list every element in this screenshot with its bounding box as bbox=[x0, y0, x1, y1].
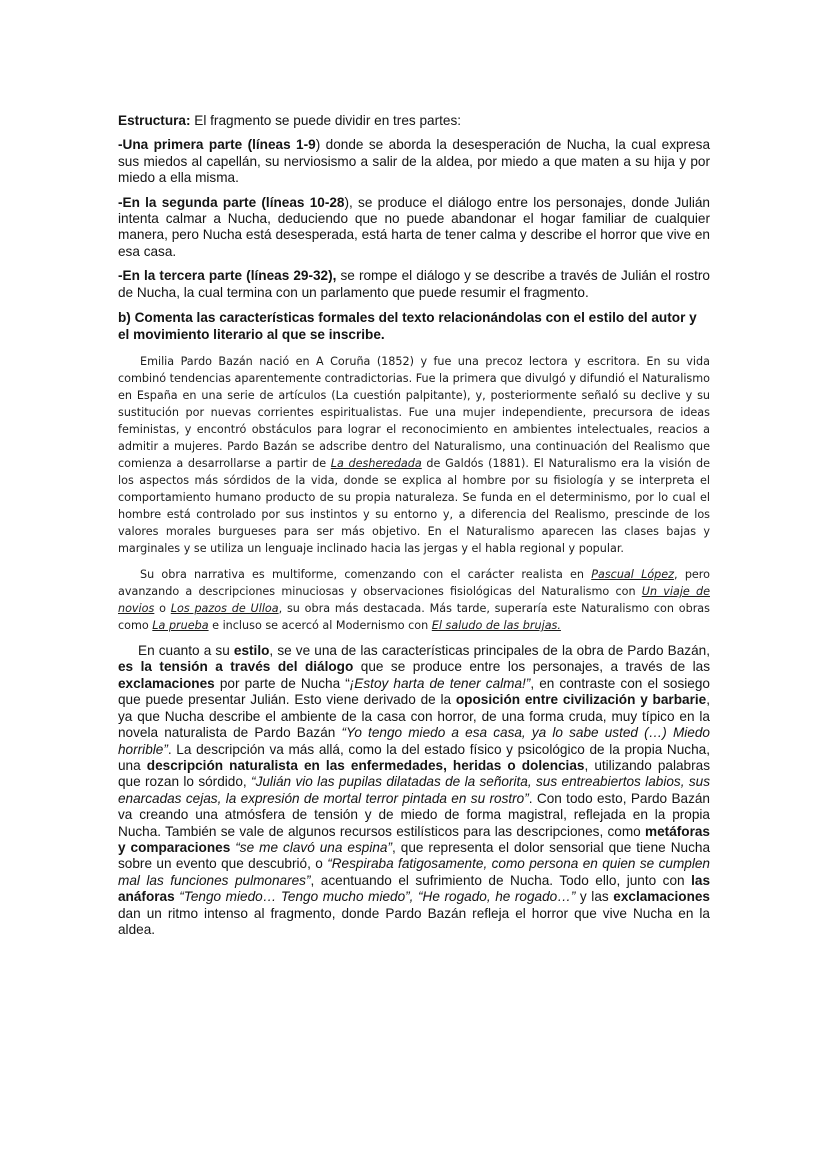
para2-text-4: , su obra más destacada. Más tarde, superaría este Naturalismo con obras como bbox=[118, 602, 710, 633]
para3-quote: “Yo tengo miedo a esa casa, ya lo sabe usted (…) Miedo horrible” bbox=[118, 725, 710, 757]
para3-text: , en contraste con el sosiego que puede presentar Julián. Esto viene derivado de la bbox=[118, 675, 710, 708]
paragraph-style bbox=[118, 643, 710, 938]
part-one-text: ) donde se aborda la desesperación de Nucha, la cual expresa sus miedos al capellán, su nerviosismo a salir de la aldea, por miedo a que maten a su hija y por miedo a ella misma. bbox=[118, 137, 710, 186]
para3-text: que se produce entre los personajes, a través de las bbox=[353, 659, 710, 675]
work-title-el-saludo-de-las-brujas: El saludo de las brujas. bbox=[431, 619, 561, 633]
para3-bold: descripción naturalista en las enfermedades, heridas o dolencias bbox=[146, 757, 585, 773]
para3-text: , acentuando el sufrimiento de Nucha. Todo ello, junto con bbox=[310, 872, 692, 888]
para3-text: , utilizando palabras que rozan lo sórdido, bbox=[118, 757, 710, 790]
para3-bold: es la tensión a través del diálogo bbox=[118, 659, 354, 675]
para3-text: , se ve una de las características principales de la obra de Pardo Bazán, bbox=[269, 643, 710, 659]
para3-bold: estilo bbox=[233, 643, 270, 659]
part-one-label: -Una primera parte (líneas 1-9 bbox=[118, 137, 316, 153]
para1-text-2: de Galdós (1881). El Naturalismo era la visión de los aspectos más sórdidos de la vida, donde se explica al hombre por su fisiología y se interpreta el comportamiento humano producto de su propia naturaleza. Se funda en el determinismo, por lo cual el hombre está controlado por sus instintos y su entorno y, a diferencia del Realismo, prescinde de los valores morales burgueses para ser más objetivo. En el Naturalismo aparecen las clases bajas y marginales y se utiliza un lenguaje inclinado hacia las jergas y el habla regional y popular. bbox=[118, 457, 710, 556]
work-title-la-desheredada: La desheredada bbox=[330, 457, 422, 471]
part-two bbox=[118, 195, 710, 261]
para3-bold: exclamaciones bbox=[118, 675, 215, 691]
para2-text-3: o bbox=[154, 602, 171, 616]
para3-bold: las anáforas bbox=[118, 872, 711, 905]
para3-text: dan un ritmo intenso al fragmento, donde Pardo Bazán refleja el horror que vive Nucha en la aldea. bbox=[118, 905, 710, 937]
document-page bbox=[118, 113, 710, 938]
work-title-pascual-lopez: Pascual López bbox=[591, 568, 675, 582]
estructura-heading bbox=[118, 113, 710, 129]
para3-text: En cuanto a su bbox=[138, 643, 234, 659]
estructura-label: Estructura: bbox=[118, 113, 191, 128]
para3-quote: “Julián vio las pupilas dilatadas de la señorita, sus entreabiertos labios, sus enarcadas cejas, la expresión de mortal terror pintada en su rostro” bbox=[118, 774, 711, 806]
para3-text: , que representa el dolor sensorial que tiene Nucha sobre un evento que descubrió, o bbox=[118, 839, 711, 872]
question-b: b) Comenta las características formales del texto relacionándolas con el estilo del autor y el movimiento literario al que se inscribe. bbox=[118, 310, 697, 343]
estructura-text: El fragmento se puede dividir en tres partes: bbox=[190, 113, 462, 128]
para3-text: . La descripción va más allá, como la del estado físico y psicológico de la propia Nucha, una bbox=[118, 741, 710, 773]
para2-text-2: , pero avanzando a descripciones minuciosas y observaciones fisiológicas del Naturalismo con bbox=[118, 568, 710, 599]
part-one bbox=[118, 137, 710, 186]
para3-quote: “Tengo miedo… Tengo mucho miedo”, “He rogado, he rogado…” bbox=[179, 889, 576, 905]
para3-text: , ya que Nucha describe el ambiente de la casa con horror, de una forma cruda, muy típico en la novela naturalista de Pardo Bazán bbox=[118, 692, 710, 741]
para2-text-1: Su obra narrativa es multiforme, comenzando con el carácter realista en bbox=[140, 568, 592, 582]
part-three bbox=[118, 268, 710, 301]
para3-bold: exclamaciones bbox=[613, 889, 710, 905]
para3-text: por parte de Nucha “ bbox=[214, 675, 350, 691]
part-two-label: -En la segunda parte (líneas 10-28 bbox=[118, 194, 345, 210]
work-title-un-viaje-de-novios: Un viaje de novios bbox=[118, 585, 710, 616]
paragraph-works bbox=[118, 566, 710, 634]
para1-text-1: Emilia Pardo Bazán nació en A Coruña (1852) y fue una precoz lectora y escritora. En su vida combinó tendencias aparentemente contradictorias. Fue la primera que divulgó y difundió el Naturalismo en España en una serie de artículos (La cuestión palpitante), y, posteriormente señaló su declive y su sustitución por nuevas corrientes espiritualistas. Fue una mujer independiente, precursora de ideas feministas, y encontró obstáculos para lograr el reconocimiento en ambientes intelectuales, reacios a admitir a mujeres. Pardo Bazán se adscribe dentro del Naturalismo, una continuación del Realismo que comienza a desarrollarse a partir de bbox=[118, 355, 710, 471]
work-title-la-prueba: La prueba bbox=[152, 619, 209, 633]
para3-quote: “Respiraba fatigosamente, como persona en quien se cumplen mal las funciones pulmonares” bbox=[118, 856, 710, 888]
para3-text: y las bbox=[575, 889, 614, 905]
para3-bold: oposición entre civilización y barbarie bbox=[455, 692, 707, 708]
work-title-los-pazos-de-ulloa: Los pazos de Ulloa bbox=[170, 602, 279, 616]
para3-text: . Con todo esto, Pardo Bazán va creando una atmósfera de tensión y de miedo de forma magistral, reflejada en la propia Nucha. También se vale de algunos recursos estilísticos para las descripciones, como bbox=[118, 790, 710, 839]
part-two-text: ), se produce el diálogo entre los personajes, donde Julián intenta calmar a Nucha, deduciendo que no puede abandonar el hogar familiar de cualquier manera, pero Nucha está desesperada, está harta de tener calma y describe el horror que vive en esa casa. bbox=[118, 194, 710, 259]
para2-text-5: e incluso se acercó al Modernismo con bbox=[208, 619, 432, 633]
part-three-label: -En la tercera parte (líneas 29-32), bbox=[118, 268, 337, 284]
paragraph-biography bbox=[118, 353, 710, 557]
para3-bold: metáforas y comparaciones bbox=[118, 823, 710, 855]
para3-quote: “se me clavó una espina” bbox=[235, 839, 392, 855]
para3-quote: ¡Estoy harta de tener calma!” bbox=[349, 675, 531, 691]
part-three-text: se rompe el diálogo y se describe a través de Julián el rostro de Nucha, la cual termina con un parlamento que puede resumir el fragmento. bbox=[118, 268, 710, 300]
